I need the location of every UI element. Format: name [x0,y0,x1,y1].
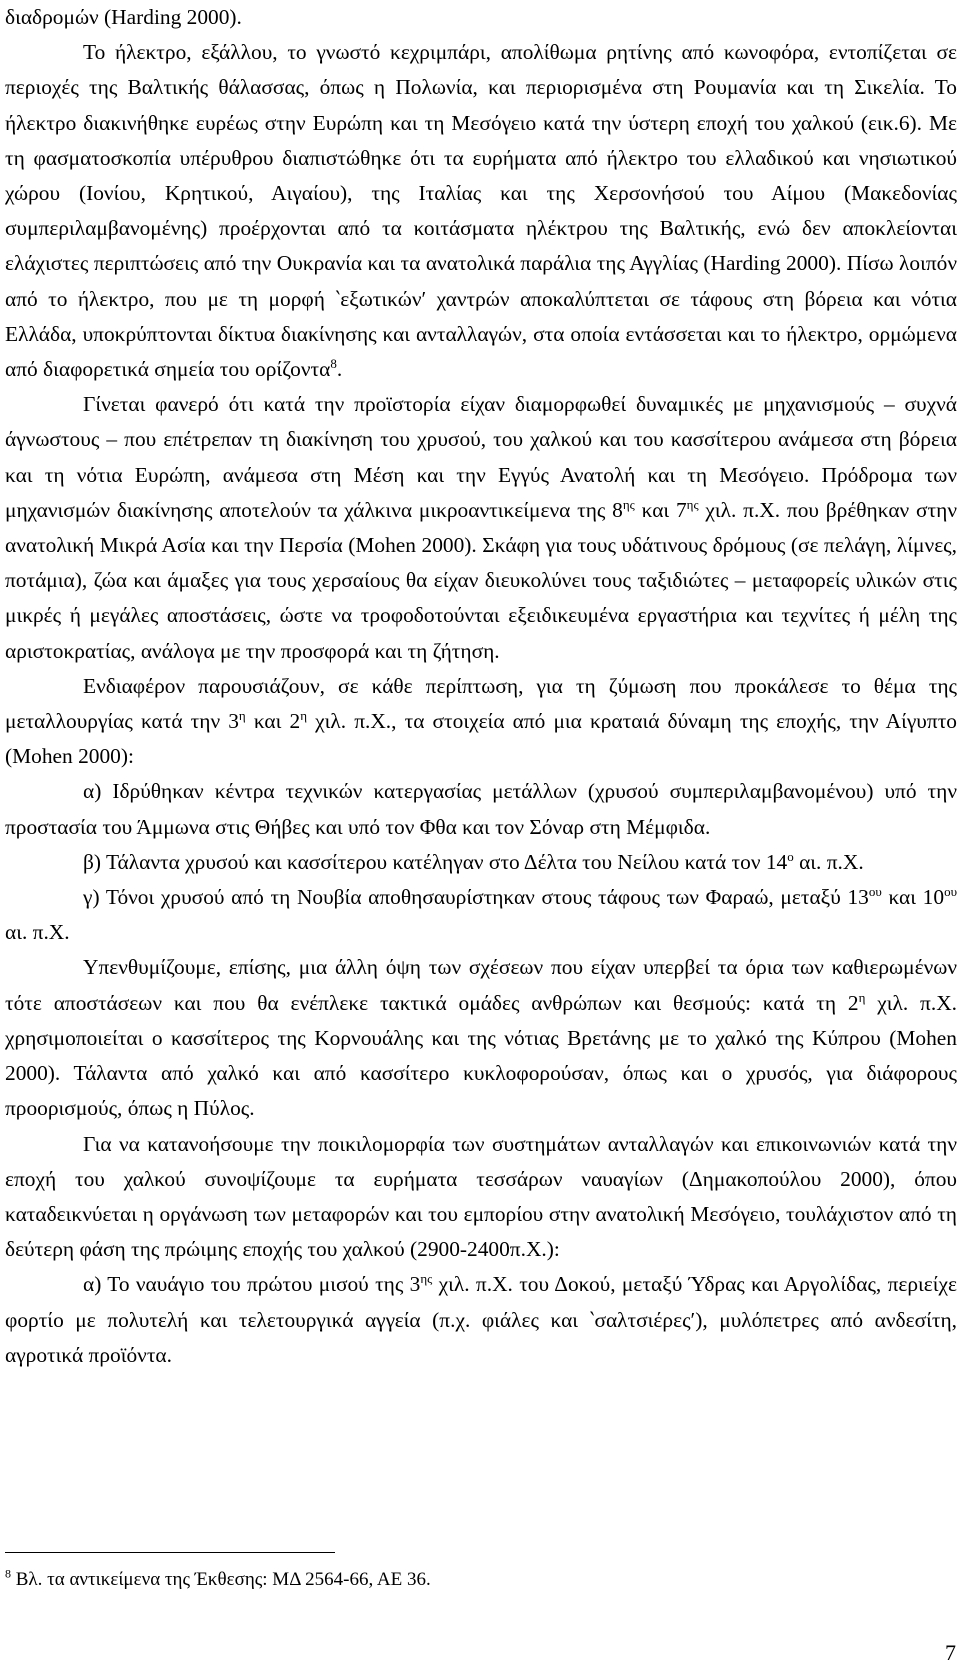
paragraph-text: . [336,357,343,382]
ordinal-superscript: η [300,707,308,723]
ordinal-superscript: η [238,707,246,723]
footnote [5,1568,945,1592]
paragraph-amber [5,35,957,387]
paragraph-text: β) Τάλαντα χρυσού και κασσίτερου κατέληγαν στο Δέλτα του Νείλου κατά τον 14 [83,849,788,874]
paragraph-text: χιλ. π.Χ. που βρέθηκαν στην ανατολική Μικρά Ασία και την Περσία (Mohen 2000). Σκάφη για τους υδάτινους δρόμους (σε πελάγη, λίμνες, ποτάμια), ζώα και άμαξες για τους χερσαίους θα είχαν διευκολύνει τους ταξιδιώτες – μεταφορείς υλικών στις μικρές ή μεγάλες αποστάσεις, ώστε να τροφοδοτούνται εξειδικευμένα εργαστήρια και τεχνίτες ή μέλη της αριστοκρατίας, ανάλογα με την προσφορά και τη ζήτηση. [5,497,957,663]
paragraph-mechanisms [5,387,957,669]
paragraph-text: και 2 [245,709,301,734]
ordinal-superscript: ου [944,883,957,899]
paragraph-text: Το ήλεκτρο, εξάλλου, το γνωστό κεχριμπάρι, απολίθωμα ρητίνης από κωνοφόρα, εντοπίζεται σε περιοχές της Βαλτικής θάλασσας, όπως η Πολωνία, και περιορισμένα στη Ρουμανία και τη Σικελία. Το ήλεκτρο διακινήθηκε ευρέως στην Ευρώπη και τη Μεσόγειο κατά την ύστερη εποχή του χαλκού (εικ.6). Με τη φασματοσκοπία υπέρυθρου διαπιστώθηκε ότι τα ευρήματα από ήλεκτρο του ελλαδικού και νησιωτικού χώρου (Ιονίου, Κρητικού, Αιγαίου), της Ιταλίας και της Χερσονήσού του Αίμου (Μακεδονίας συμπεριλαμβανομένης) προέρχονται από τα κοιτάσματα ηλέκτρου της Βαλτικής, ενώ δεν αποκλείονται ελάχιστες περιπτώσεις από την Ουκρανία και τα ανατολικά παράλια της Αγγλίας (Harding 2000). Πίσω λοιπόν από το ήλεκτρο, που με τη μορφή ‵εξωτικών′ χαντρών αποκαλύπτεται σε τάφους στη βόρεια και νότια Ελλάδα, υποκρύπτονται δίκτυα διακίνησης και ανταλλαγών, στα οποία εντάσσεται και το ήλεκτρο, ορμώμενα από διαφορετικά σημεία του ορίζοντα [5,40,957,382]
ordinal-superscript: ης [420,1271,433,1287]
paragraph-shipwrecks [5,1127,957,1268]
list-item-c [5,880,957,950]
paragraph-text: Γίνεται φανερό ότι κατά την προϊστορία είχαν διαμορφωθεί δυναμικές με μηχανισμούς – συχνά άγνωστους – που επέτρεπαν τη διακίνηση του χρυσού, του χαλκού και του κασσίτερου ανάμεσα στη βόρεια και τη νότια Ευρώπη, ανάμεσα στη Μέση και την Εγγύς Ανατολή και τη Μεσόγειο. Πρόδρομα των μηχανισμών διακίνησης αποτελούν τα χάλκινα μικροαντικείμενα της 8 [5,392,957,522]
paragraph-text: χιλ. π.Χ. του Δοκού, μεταξύ Ύδρας και Αργολίδας, περιείχε φορτίο με πολυτελή και τελετουργικά αγγεία (π.χ. φιάλες και ‵σαλτσιέρες′), μυλόπετρες από ανδεσίτη, αγροτικά προϊόντα. [5,1272,958,1367]
paragraph-text: χιλ. π.Χ., τα στοιχεία από μια κραταιά δύναμη της εποχής, την Αίγυπτο (Mohen 2000): [5,709,957,769]
paragraph-egypt [5,669,957,775]
ordinal-superscript: ου [868,883,882,899]
paragraph-text: χιλ. π.Χ. χρησιμοποιείται ο κασσίτερος της Κορνουάλης και της νότιας Βρετάνης με το χαλκό της Κύπρου (Mohen 2000). Τάλαντα από χαλκό και από κασσίτερο κυκλοφορούσαν, όπως και ο χρυσός, για διάφορους προορισμούς, όπως η Πύλος. [5,990,957,1121]
ordinal-superscript: ης [686,496,699,512]
paragraph-text: Ενδιαφέρον παρουσιάζουν, σε κάθε περίπτωση, για τη ζύμωση που προκάλεσε το θέμα της μεταλλουργίας κατά την 3 [5,673,957,734]
paragraph-text: α) Το ναυάγιο του πρώτου μισού της 3 [83,1272,421,1297]
paragraph-text: αι. π.Χ. [793,849,864,874]
ordinal-superscript: ο [787,848,794,864]
paragraph-text: και 10 [881,885,945,910]
paragraph-text: και 7 [634,497,687,522]
footnote-separator [5,1552,335,1553]
list-item-a [5,774,957,844]
footnote-marker: 8 [5,1566,11,1581]
paragraph-text: α) Ιδρύθηκαν κέντρα τεχνικών κατεργασίας μετάλλων (χρυσού συμπεριλαμβανομένου) υπό την προστασία του Άμμωνα στις Θήβες και υπό τον Φθα και τον Σόναρ στη Μέμφιδα. [5,779,957,839]
paragraph-text: Για να κατανοήσουμε την ποικιλομορφία των συστημάτων ανταλλαγών και επικοινωνιών κατά την εποχή του χαλκού συνοψίζουμε τα ευρήματα τεσσάρων ναυαγίων (Δημακοπούλου 2000), όπου καταδεικνύεται η οργάνωση των μεταφορών και του εμπορίου στην ανατολική Μεσόγειο, τουλάχιστον από τη δεύτερη φάση της πρώιμης εποχής του χαλκού (2900-2400π.Χ.): [5,1131,957,1262]
page-number: 7 [945,1640,956,1665]
paragraph-continuation [5,0,957,35]
paragraph-text: αι. π.Χ. [5,920,70,945]
list-item-shipwreck-a [5,1267,957,1373]
footnote-text: Βλ. τα αντικείμενα της Έκθεσης: ΜΔ 2564-66, ΑΕ 36. [11,1569,431,1590]
paragraph-text: γ) Τόνοι χρυσού από τη Νουβία αποθησαυρίστηκαν στους τάφους των Φαραώ, μεταξύ 13 [83,885,869,910]
paragraph-tin-trade [5,950,957,1126]
footnote-reference[interactable]: 8 [330,355,337,371]
list-item-b [5,845,957,880]
paragraph-text: Υπενθυμίζουμε, επίσης, μια άλλη όψη των σχέσεων που είχαν υπερβεί τα όρια των καθιερωμένων τότε αποστάσεων και που θα ενέπλεκε τακτικά ομάδες ανθρώπων και θεσμούς: κατά τη 2 [5,955,957,1015]
ordinal-superscript: ης [622,496,635,512]
body-text [5,0,957,1373]
ordinal-superscript: η [858,989,866,1005]
paragraph-text: διαδρομών (Harding 2000). [5,5,242,29]
